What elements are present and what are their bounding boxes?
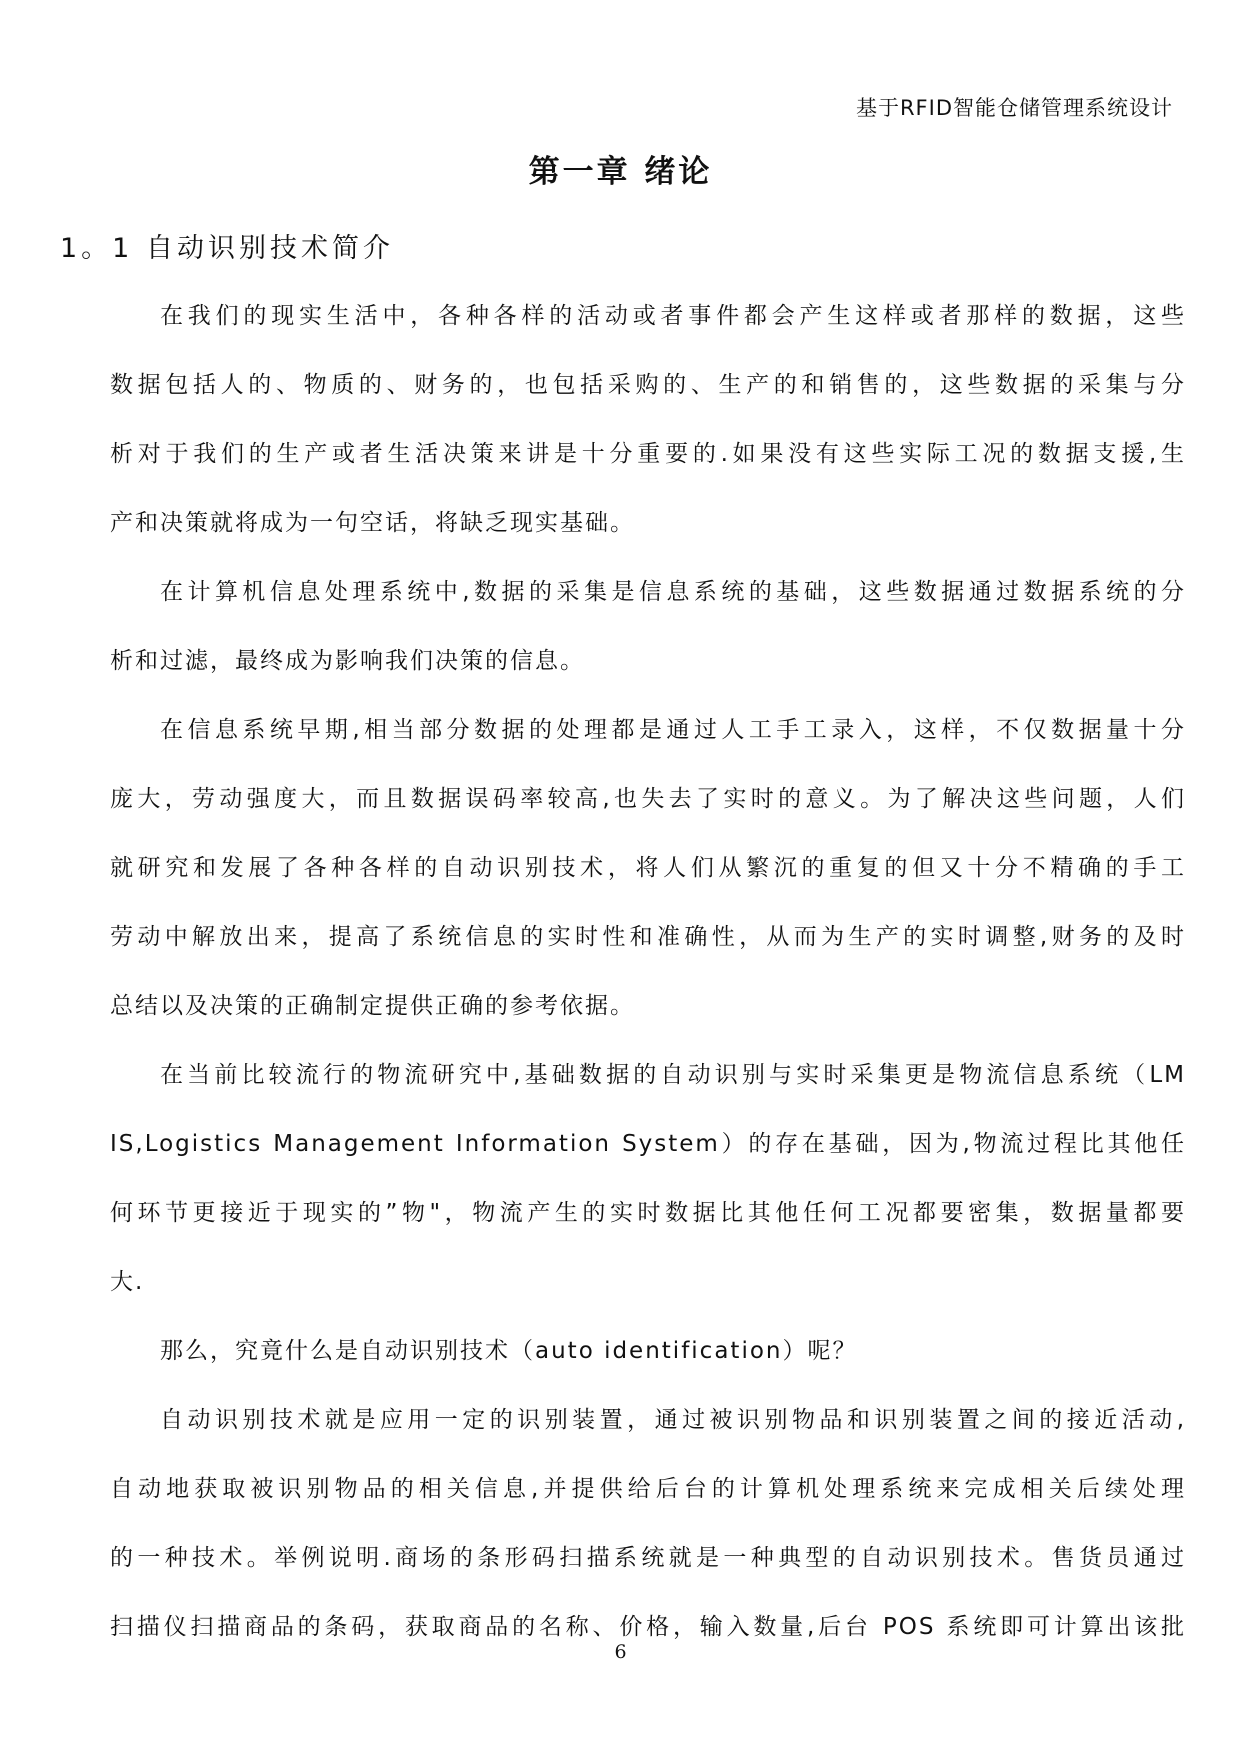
text-line: 析和过滤，最终成为影响我们决策的信息。 (110, 648, 585, 674)
text-line: 在我们的现实生活中，各种各样的活动或者事件都会产生这样或者那样的数据，这些 (160, 303, 1186, 329)
section-heading: 1。1 自动识别技术简介 (60, 233, 394, 264)
text-line: 何环节更接近于现实的”物"，物流产生的实时数据比其他任何工况都要密集，数据量都要 (110, 1200, 1186, 1226)
text-line: IS,Logistics Management Information System）的存在基础，因为,物流过程比其他任 (110, 1131, 1186, 1157)
text-line: 庞大，劳动强度大，而且数据误码率较高,也失去了实时的意义。为了解决这些问题，人们 (110, 786, 1186, 812)
text-line: 析对于我们的生产或者生活决策来讲是十分重要的.如果没有这些实际工况的数据支援,生 (110, 441, 1186, 467)
page-number: 6 (614, 1641, 627, 1663)
body-text (60, 282, 1186, 1662)
text-line: 在计算机信息处理系统中,数据的采集是信息系统的基础，这些数据通过数据系统的分 (160, 579, 1186, 605)
text-line: 自动地获取被识别物品的相关信息,并提供给后台的计算机处理系统来完成相关后续处理 (110, 1476, 1186, 1502)
text-line: 产和决策就将成为一句空话，将缺乏现实基础。 (110, 510, 635, 536)
paragraph (60, 696, 1186, 1041)
paragraph (60, 1041, 1186, 1317)
text-line: 劳动中解放出来，提高了系统信息的实时性和准确性，从而为生产的实时调整,财务的及时 (110, 924, 1186, 950)
text-line: 自动识别技术就是应用一定的识别装置，通过被识别物品和识别装置之间的接近活动, (160, 1407, 1186, 1433)
text-line: 在当前比较流行的物流研究中,基础数据的自动识别与实时采集更是物流信息系统（LM (160, 1062, 1186, 1088)
paragraph (60, 1386, 1186, 1662)
paragraph (60, 282, 1186, 558)
paragraph (60, 558, 1186, 696)
text-line: 数据包括人的、物质的、财务的，也包括采购的、生产的和销售的，这些数据的采集与分 (110, 372, 1186, 398)
running-header: 基于RFID智能仓储管理系统设计 (855, 96, 1173, 120)
paragraph (60, 1317, 1186, 1386)
text-line: 扫描仪扫描商品的条码，获取商品的名称、价格，输入数量,后台 POS 系统即可计算出该批 (110, 1614, 1186, 1640)
text-line: 的一种技术。举例说明.商场的条形码扫描系统就是一种典型的自动识别技术。售货员通过 (110, 1545, 1186, 1571)
text-line: 那么，究竟什么是自动识别技术（auto identification）呢？ (160, 1338, 858, 1364)
text-line: 大. (110, 1269, 145, 1295)
text-line: 就研究和发展了各种各样的自动识别技术，将人们从繁沉的重复的但又十分不精确的手工 (110, 855, 1186, 881)
text-line: 总结以及决策的正确制定提供正确的参考依据。 (110, 993, 635, 1019)
chapter-title: 第一章 绪论 (528, 154, 713, 190)
text-line: 在信息系统早期,相当部分数据的处理都是通过人工手工录入，这样，不仅数据量十分 (160, 717, 1186, 743)
